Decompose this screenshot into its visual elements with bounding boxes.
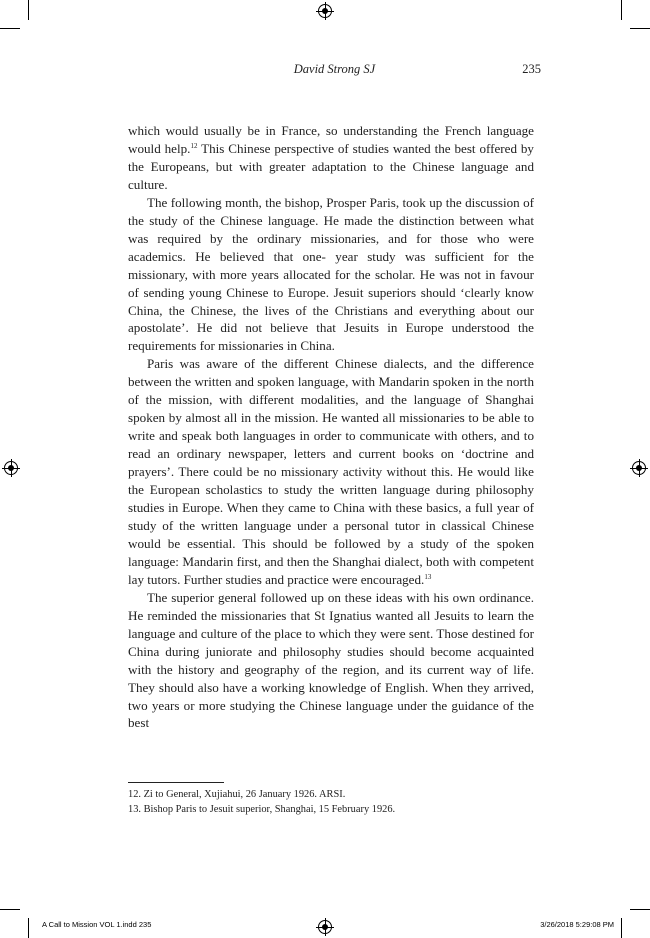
crop-mark: [0, 28, 20, 29]
page-number: 235: [522, 62, 541, 76]
paragraph: The superior general followed up on these ideas with his own ordinance. He reminded the missionaries that St Ignatius wanted all Jesuits to learn the language and culture of the place to which they were sent. Those destined for China during juniorate and philosophy studies should become acquainted with the history and geography of the region, and its current way of life. They should also have a working knowledge of English. When they arrived, two years or more studying the Chinese language under the guidance of the best: [128, 589, 534, 731]
running-head: [128, 62, 541, 80]
footnote-rule: [128, 782, 224, 783]
running-title: David Strong SJ: [293, 62, 376, 76]
crop-mark: [28, 918, 29, 938]
registration-mark-icon: [4, 461, 18, 475]
slug-date: 3/26/2018 5:29:08 PM: [540, 920, 614, 929]
slug-file: A Call to Mission VOL 1.indd 235: [42, 920, 152, 929]
crop-mark: [630, 28, 650, 29]
crop-mark: [621, 918, 622, 938]
footnotes: [128, 788, 534, 817]
footnote-ref: 13: [424, 572, 432, 581]
crop-mark: [630, 909, 650, 910]
paragraph: The following month, the bishop, Prosper Paris, took up the discussion of the study of the Chinese language. He made the distinction between what was required by the ordinary missionaries, and for those who were academics. He believed that one- year study was sufficient for the missionary, with more years allocated for the scholar. He was not in favour of sending young Chinese to Europe. Jesuit superiors should ‘clearly know China, the Chinese, the lives of the Christians and everything about our apostolate’. He did not believe that Jesuits in Europe understood the requirements for missionaries in China.: [128, 194, 534, 354]
footnote: 12. Zi to General, Xujiahui, 26 January 1926. ARSI.: [128, 789, 346, 800]
body-text: [128, 122, 534, 732]
paragraph: Paris was aware of the different Chinese dialects, and the difference between the written and spoken language, with Mandarin spoken in the north of the mission, with different modalities, and the language of Shanghai spoken by almost all in the mission. He wanted all missionaries to be able to write and speak both languages in order to communicate with others, and to read an ordinary newspaper, letters and current books on ‘doctrine and prayers’. There could be no missionary activity without this. He would like the European scholastics to study the written language during philosophy studies in Europe. When they came to China with these basics, a full year of study of the written language under a personal tutor in classical Chinese would be essential. This should be followed by a study of the spoken language: Mandarin first, and then the Shanghai dialect, both with competent lay tutors. Further studies and practice were encouraged.$^{13}$: [128, 356, 534, 587]
paragraph: which would usually be in France, so understanding the French language would help.$^{12}$ This Chinese perspective of studies wanted the best offered by the Europeans, but with greater adaptation to the Chinese language and culture.: [128, 123, 534, 192]
registration-mark-icon: [318, 4, 332, 18]
crop-mark: [28, 0, 29, 20]
footnote-ref: 12: [190, 141, 198, 150]
registration-mark-icon: [632, 461, 646, 475]
crop-mark: [621, 0, 622, 20]
footnote: 13. Bishop Paris to Jesuit superior, Shanghai, 15 February 1926.: [128, 803, 396, 815]
registration-mark-icon: [318, 920, 332, 934]
crop-mark: [0, 909, 20, 910]
